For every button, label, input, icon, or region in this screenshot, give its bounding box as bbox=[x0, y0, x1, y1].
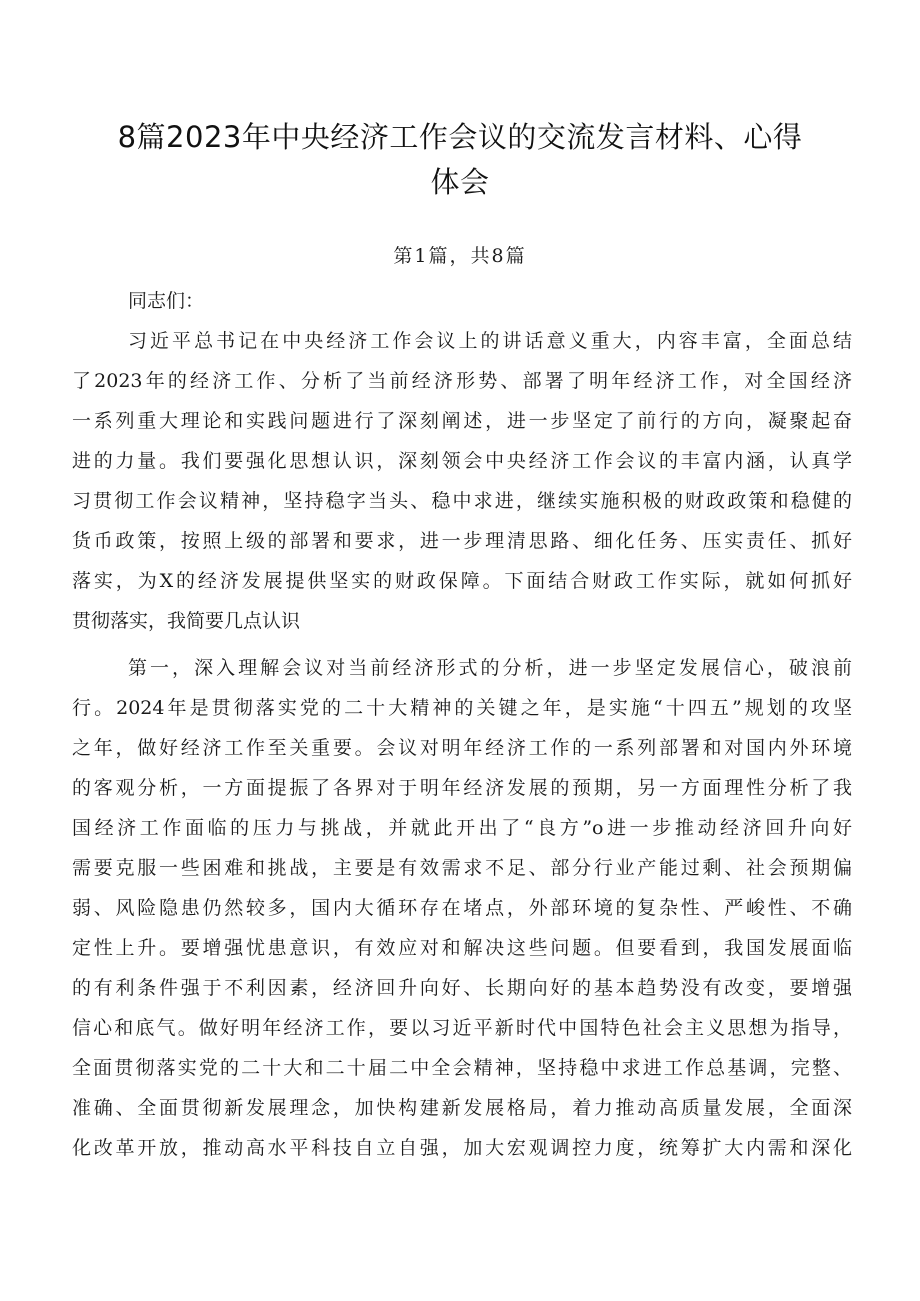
paragraph-line: 准确、全面贯彻新发展理念，加快构建新发展格局，着力推动高质量发展，全面深 bbox=[72, 1097, 852, 1119]
paragraph-line: 货币政策，按照上级的部署和要求，进一步理清思路、细化任务、压实责任、抓好 bbox=[72, 530, 852, 552]
paragraph-line: 需要克服一些困难和挑战，主要是有效需求不足、部分行业产能过剩、社会预期偏 bbox=[72, 857, 852, 879]
paragraph-line: 弱、风险隐患仍然较多，国内大循环存在堵点，外部环境的复杂性、严峻性、不确 bbox=[72, 897, 852, 919]
document-subtitle: 第1篇，共8篇 bbox=[393, 245, 527, 267]
paragraph-line: 习贯彻工作会议精神，坚持稳字当头、稳中求进，继续实施积极的财政政策和稳健的 bbox=[72, 490, 852, 512]
paragraph-line: 的客观分析，一方面提振了各界对于明年经济发展的预期，另一方面理性分析了我 bbox=[72, 777, 852, 799]
paragraph-line: 了2023年的经济工作、分析了当前经济形势、部署了明年经济工作，对全国经济 bbox=[72, 370, 852, 392]
salutation: 同志们： bbox=[128, 290, 205, 312]
document-title-line-1: 8篇2023年中央经济工作会议的交流发言材料、心得 bbox=[117, 120, 803, 154]
paragraph-line: 的有利条件强于不利因素，经济回升向好、长期向好的基本趋势没有改变，要增强 bbox=[72, 977, 852, 999]
paragraph-line: 第一，深入理解会议对当前经济形式的分析，进一步坚定发展信心，破浪前 bbox=[128, 657, 852, 679]
paragraph-line: 化改革开放，推动高水平科技自立自强，加大宏观调控力度，统筹扩大内需和深化 bbox=[72, 1137, 852, 1159]
document-title-line-2: 体会 bbox=[430, 165, 490, 199]
paragraph-line: 落实，为X的经济发展提供坚实的财政保障。下面结合财政工作实际，就如何抓好 bbox=[72, 570, 852, 592]
paragraph-line: 进的力量。我们要强化思想认识，深刻领会中央经济工作会议的丰富内涵，认真学 bbox=[72, 450, 852, 472]
paragraph-line: 习近平总书记在中央经济工作会议上的讲话意义重大，内容丰富，全面总结 bbox=[128, 330, 852, 352]
paragraph-line: 信心和底气。做好明年经济工作，要以习近平新时代中国特色社会主义思想为指导， bbox=[72, 1017, 852, 1039]
paragraph-line: 全面贯彻落实党的二十大和二十届二中全会精神，坚持稳中求进工作总基调，完整、 bbox=[72, 1057, 852, 1079]
paragraph-line: 国经济工作面临的压力与挑战，并就此开出了“良方”o进一步推动经济回升向好 bbox=[72, 817, 852, 839]
paragraph-line: 贯彻落实，我简要几点认识 bbox=[72, 610, 301, 632]
paragraph-line: 定性上升。要增强忧患意识，有效应对和解决这些问题。但要看到，我国发展面临 bbox=[72, 937, 852, 959]
paragraph-line: 行。2024年是贯彻落实党的二十大精神的关键之年，是实施“十四五”规划的攻坚 bbox=[72, 697, 852, 719]
paragraph-line: 之年，做好经济工作至关重要。会议对明年经济工作的一系列部署和对国内外环境 bbox=[72, 737, 852, 759]
paragraph-line: 一系列重大理论和实践问题进行了深刻阐述，进一步坚定了前行的方向，凝聚起奋 bbox=[72, 410, 852, 432]
